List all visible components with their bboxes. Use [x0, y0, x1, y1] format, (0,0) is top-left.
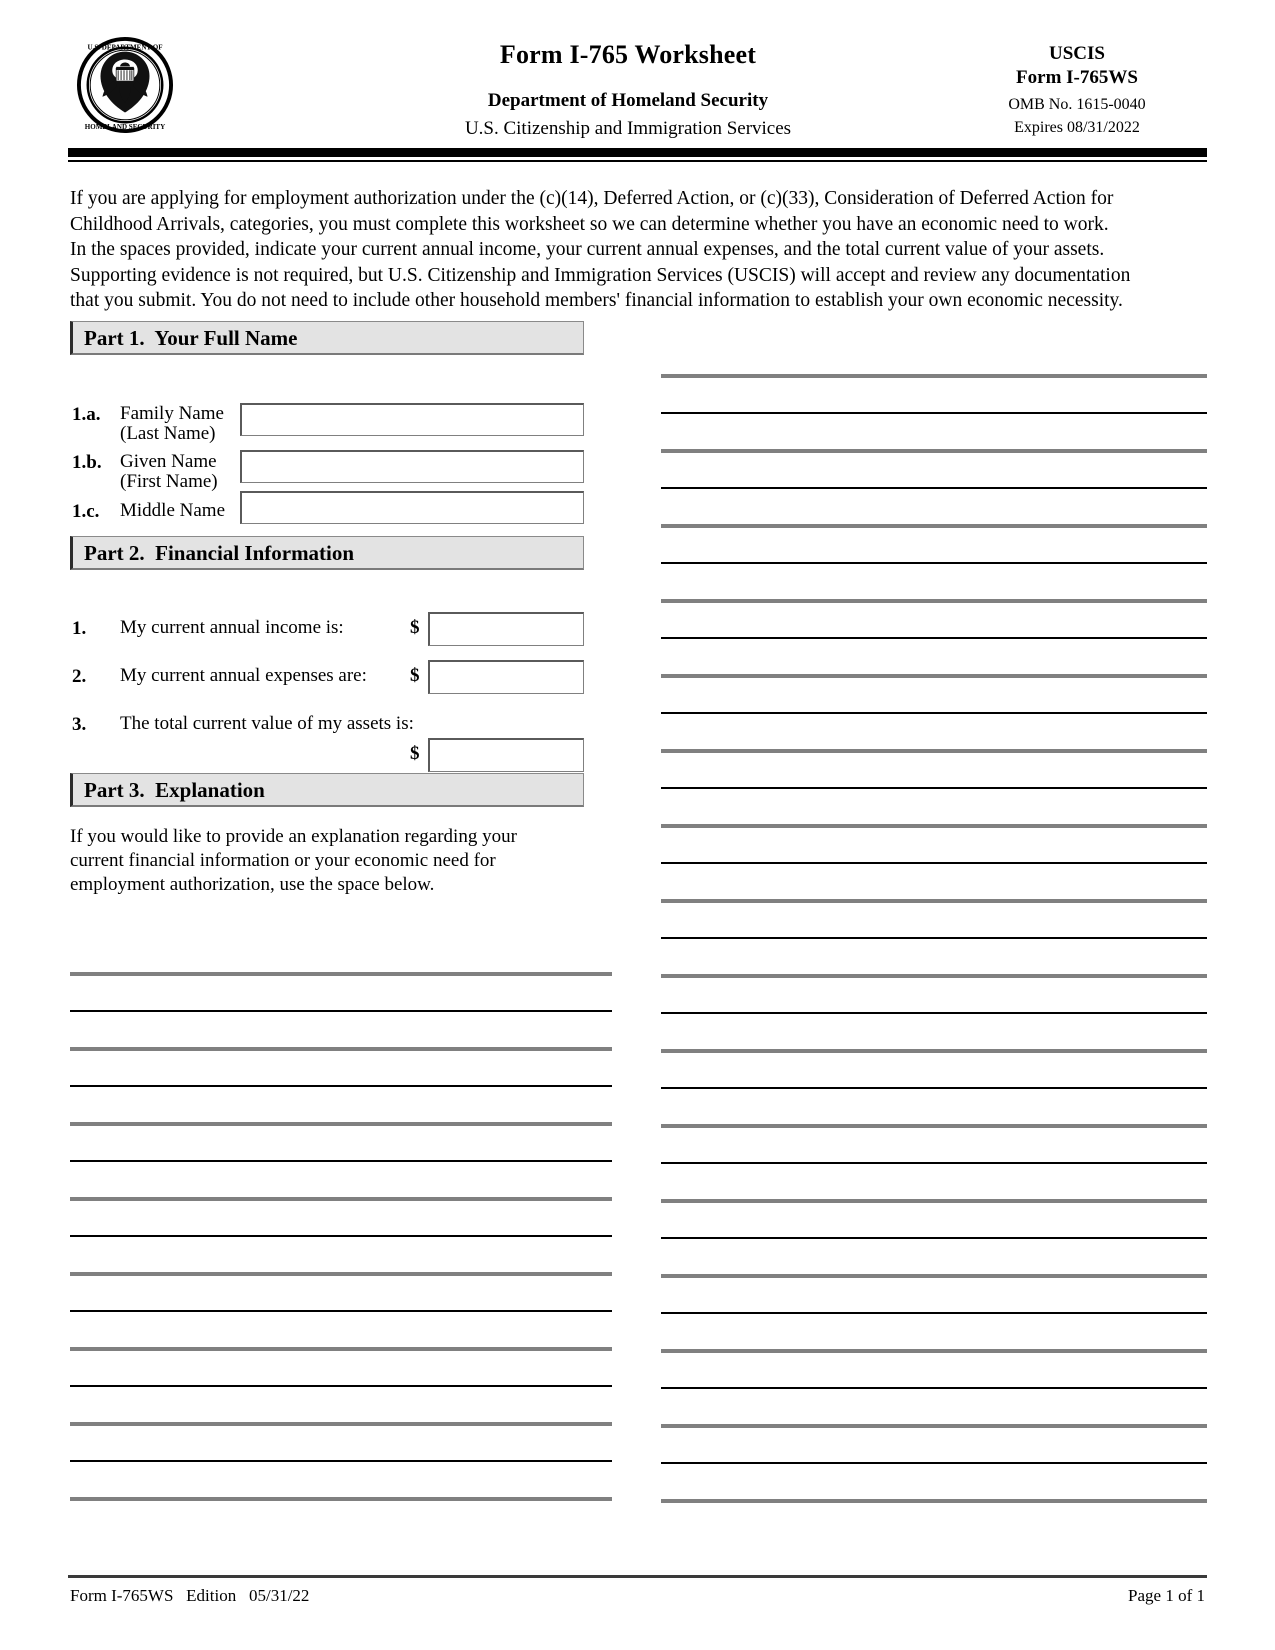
- explanation-line-right-20[interactable]: [661, 1087, 1207, 1089]
- part-1-header: [70, 321, 584, 355]
- field-row-given-name: [70, 402, 590, 492]
- explanation-line-left-7[interactable]: [70, 1197, 612, 1201]
- explanation-line-left-10[interactable]: [70, 1310, 612, 1312]
- field-sublabel-first-name: (First Name): [120, 471, 218, 492]
- explanation-line-right-7[interactable]: [661, 599, 1207, 603]
- dhs-seal-icon: [76, 36, 174, 134]
- financial-row-income: [70, 570, 590, 639]
- explanation-line-left-9[interactable]: [70, 1272, 612, 1276]
- explanation-line-right-6[interactable]: [661, 562, 1207, 564]
- explanation-line-right-4[interactable]: [661, 487, 1207, 489]
- part-2-heading: Part 2. Financial Information: [84, 541, 355, 565]
- page-title: Form I-765 Worksheet: [499, 40, 757, 69]
- explanation-line-right-9[interactable]: [661, 674, 1207, 678]
- field-label-family-name: Family Name: [120, 403, 224, 424]
- footer-edition: Form I-765WS Edition 05/31/22: [70, 1586, 310, 1605]
- part-3-heading: Part 3. Explanation: [84, 778, 265, 802]
- field-number-1b: 1.b.: [72, 452, 102, 473]
- part-3-instruction-line-2: current financial information or your economic need for: [70, 850, 496, 871]
- department-name: Department of Homeland Security: [487, 89, 769, 111]
- field-sublabel-last-name: (Last Name): [120, 423, 216, 444]
- financial-number-3: 3.: [72, 714, 87, 735]
- header-right-block: [952, 42, 1202, 139]
- explanation-line-left-2[interactable]: [70, 1010, 612, 1012]
- part-2-section: [70, 536, 590, 764]
- part-1-section: [70, 321, 590, 522]
- financial-row-assets: [70, 666, 590, 764]
- explanation-line-left-8[interactable]: [70, 1235, 612, 1237]
- explanation-line-right-2[interactable]: [661, 412, 1207, 414]
- explanation-line-right-31[interactable]: [661, 1499, 1207, 1503]
- svg-text:U.S. DEPARTMENT OF: U.S. DEPARTMENT OF: [87, 43, 163, 52]
- explanation-line-right-28[interactable]: [661, 1387, 1207, 1389]
- explanation-line-right-15[interactable]: [661, 899, 1207, 903]
- page-header: [68, 28, 1207, 143]
- financial-label-expenses: My current annual expenses are:: [120, 665, 367, 686]
- explanation-line-right-30[interactable]: [661, 1462, 1207, 1464]
- explanation-line-right-3[interactable]: [661, 449, 1207, 453]
- explanation-line-right-5[interactable]: [661, 524, 1207, 528]
- explanation-line-right-11[interactable]: [661, 749, 1207, 753]
- footer-page-number: Page 1 of 1: [1128, 1586, 1205, 1605]
- explanation-line-left-1[interactable]: [70, 972, 612, 976]
- explanation-line-left-6[interactable]: [70, 1160, 612, 1162]
- total-assets-input[interactable]: [428, 738, 584, 772]
- explanation-line-right-14[interactable]: [661, 862, 1207, 864]
- explanation-line-right-24[interactable]: [661, 1237, 1207, 1239]
- explanation-line-right-13[interactable]: [661, 824, 1207, 828]
- financial-label-assets: The total current value of my assets is:: [120, 713, 414, 734]
- part-3-instructions: [70, 825, 590, 897]
- explanation-line-right-29[interactable]: [661, 1424, 1207, 1428]
- omb-number: OMB No. 1615-0040: [1008, 95, 1146, 113]
- explanation-line-right-21[interactable]: [661, 1124, 1207, 1128]
- part-1-heading: Part 1. Your Full Name: [84, 326, 298, 350]
- part-2-header: [70, 536, 584, 570]
- instructions-line-1: If you are applying for employment authorization under the (c)(14), Deferred Action, or (c)(33), Consideration of Deferred Action for: [70, 188, 1114, 209]
- header-center-block: [298, 40, 958, 140]
- explanation-line-right-27[interactable]: [661, 1349, 1207, 1353]
- explanation-line-left-5[interactable]: [70, 1122, 612, 1126]
- explanation-line-right-10[interactable]: [661, 712, 1207, 714]
- explanation-line-left-14[interactable]: [70, 1460, 612, 1462]
- explanation-line-right-26[interactable]: [661, 1312, 1207, 1314]
- explanation-line-left-15[interactable]: [70, 1497, 612, 1501]
- instructions-line-2: Childhood Arrivals, categories, you must complete this worksheet so we can determine whether you have an economic need to work.: [70, 213, 1109, 235]
- field-label-given-name: Given Name: [120, 451, 217, 472]
- field-row-middle-name: [70, 449, 590, 522]
- field-number-1c: 1.c.: [72, 501, 100, 522]
- field-row-family-name: [70, 355, 590, 444]
- explanation-line-right-1[interactable]: [661, 374, 1207, 378]
- footer-divider: [68, 1575, 1207, 1578]
- explanation-line-right-8[interactable]: [661, 637, 1207, 639]
- explanation-line-right-23[interactable]: [661, 1199, 1207, 1203]
- financial-row-expenses: [70, 618, 590, 687]
- form-number: Form I-765WS: [1016, 66, 1138, 88]
- part-3-section: [70, 773, 590, 897]
- financial-number-2: 2.: [72, 666, 87, 687]
- part-3-instruction-line-1: If you would like to provide an explanation regarding your: [70, 826, 517, 847]
- explanation-line-right-19[interactable]: [661, 1049, 1207, 1053]
- explanation-line-right-22[interactable]: [661, 1162, 1207, 1164]
- instructions-paragraph: [70, 186, 1210, 314]
- explanation-line-left-4[interactable]: [70, 1085, 612, 1087]
- explanation-line-right-16[interactable]: [661, 937, 1207, 939]
- dollar-sign-income: $: [410, 617, 420, 638]
- instructions-line-5: that you submit. You do not need to include other household members' financial information to establish your own economic necessity.: [70, 290, 1123, 311]
- explanation-line-left-13[interactable]: [70, 1422, 612, 1426]
- explanation-line-left-12[interactable]: [70, 1385, 612, 1387]
- agency-name: U.S. Citizenship and Immigration Services: [464, 117, 792, 139]
- explanation-line-left-11[interactable]: [70, 1347, 612, 1351]
- explanation-line-right-12[interactable]: [661, 787, 1207, 789]
- expiration-date: Expires 08/31/2022: [1014, 118, 1140, 136]
- explanation-line-right-18[interactable]: [661, 1012, 1207, 1014]
- uscis-label: USCIS: [1049, 43, 1105, 64]
- dollar-sign-expenses: $: [410, 665, 420, 686]
- header-divider-thick: [68, 148, 1207, 157]
- financial-label-income: My current annual income is:: [120, 617, 344, 638]
- instructions-line-4: Supporting evidence is not required, but U.S. Citizenship and Immigration Services (USCIS) will accept and review any documentation: [70, 264, 1131, 286]
- dollar-sign-assets: $: [410, 743, 420, 764]
- explanation-line-left-3[interactable]: [70, 1047, 612, 1051]
- part-3-header: [70, 773, 584, 807]
- svg-text:HOMELAND SECURITY: HOMELAND SECURITY: [84, 123, 166, 132]
- field-number-1a: 1.a.: [72, 404, 101, 425]
- financial-number-1: 1.: [72, 618, 87, 639]
- instructions-line-3: In the spaces provided, indicate your current annual income, your current annual expenses, and the total current value of your assets.: [70, 239, 1105, 260]
- explanation-line-right-17[interactable]: [661, 974, 1207, 978]
- field-label-middle-name: Middle Name: [120, 500, 226, 521]
- header-divider-thin: [68, 160, 1207, 162]
- explanation-line-right-25[interactable]: [661, 1274, 1207, 1278]
- part-3-instruction-line-3: employment authorization, use the space below.: [70, 874, 435, 895]
- middle-name-input[interactable]: [240, 491, 584, 524]
